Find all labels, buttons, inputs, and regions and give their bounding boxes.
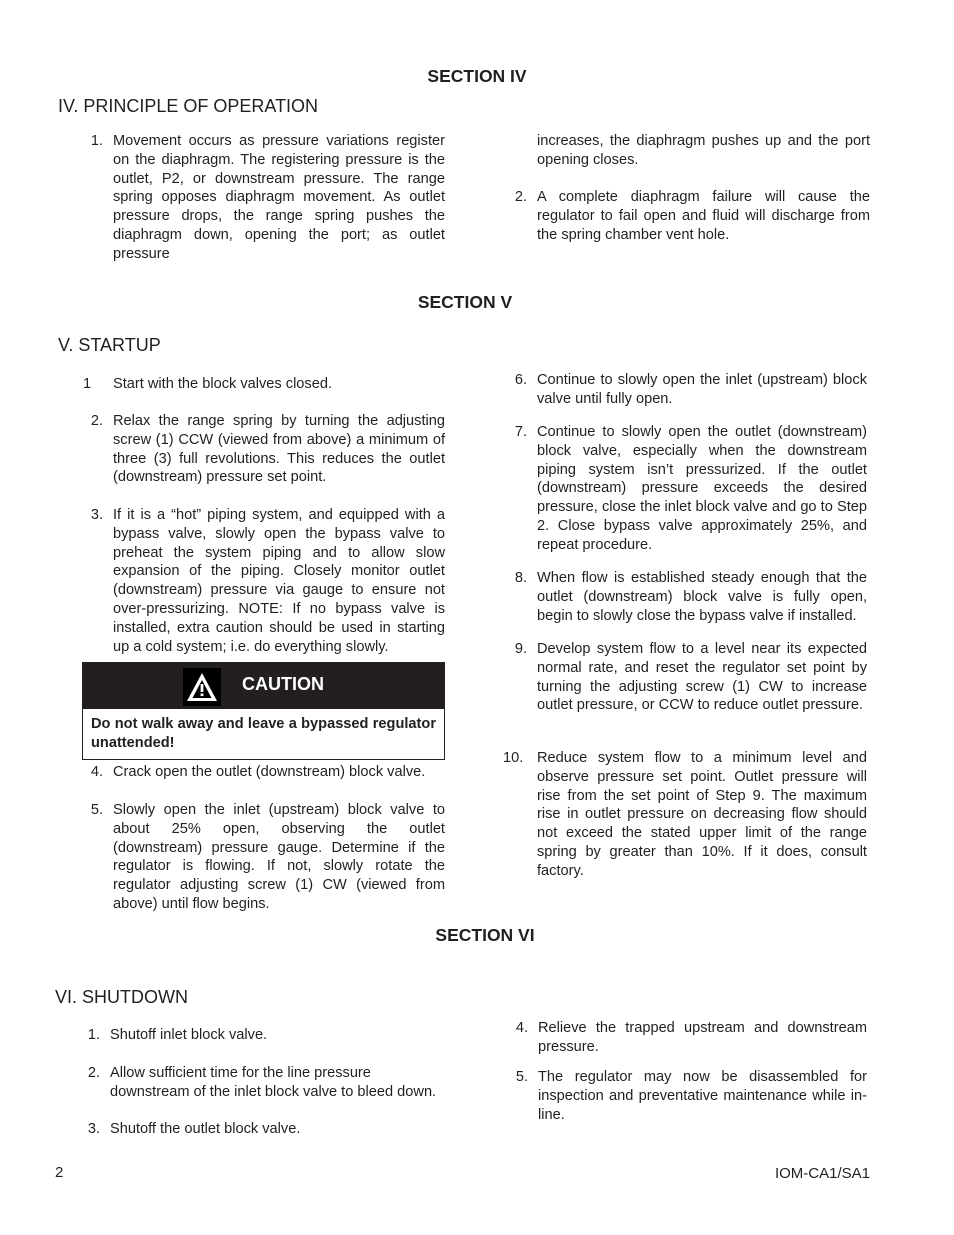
document-id: IOM-CA1/SA1 — [774, 1165, 870, 1182]
caution-header — [83, 663, 444, 709]
list-item-text: increases, the diaphragm pushes up and the port opening closes. — [537, 133, 870, 168]
list-item-text: Reduce system flow to a minimum level and observe pressure set point. Outlet pressure will rise from the set point of Step 9. The maximum rise in outlet pressure on decreasing flow should not exceed the stated upper limit of the range spring by greater than 10%. If it does, consult factory. — [537, 750, 867, 879]
list-item-text: Movement occurs as pressure variations register on the diaphragm. The registering pressure is the outlet, P2, or downstream pressure. The range spring opposes diaphragm movement. As outlet pressure drops, the range spring pushes the diaphragm down, opening the port; as outlet pressure — [113, 133, 445, 262]
list-item — [503, 749, 867, 879]
list-item — [507, 188, 870, 248]
list-item — [80, 1064, 442, 1104]
list-item-text: Continue to slowly open the inlet (upstream) block valve until fully open. — [537, 372, 867, 407]
list-item — [83, 375, 445, 395]
list-item-number: 8. — [514, 570, 527, 586]
list-item-text: When flow is established steady enough that the outlet (downstream) block valve is fully open, begin to slowly close the bypass valve if installed. — [537, 570, 867, 624]
list-item-text: Shutoff the outlet block valve. — [110, 1121, 301, 1137]
list-item-number: 1. — [90, 133, 103, 149]
list-item-number: 3. — [87, 1121, 100, 1137]
list-item-number: 3. — [90, 507, 103, 523]
list-item — [80, 1120, 442, 1140]
list-item-text: Shutoff inlet block valve. — [110, 1027, 268, 1043]
list-item-text: Allow sufficient time for the line pressure downstream of the inlet block valve to bleed down. — [110, 1065, 437, 1100]
list-item-text: Slowly open the inlet (upstream) block valve to about 25% open, observing the outlet (downstream) pressure gauge. Determine if the regulator is flowing. If not, slowly rotate the regulator adjusting screw (1) CW (viewed from above) until flow begins. — [113, 802, 445, 912]
list-item — [507, 569, 867, 629]
list-item-text: Start with the block valves closed. — [113, 376, 333, 392]
warning-triangle-icon — [183, 668, 221, 706]
list-item — [507, 132, 870, 172]
list-item-text: If it is a “hot” piping system, and equipped with a bypass valve, slowly open the bypass valve to preheat the system piping and to allow slow expansion of the piping. Closely monitor outlet (downstream) pressure via gauge to ensure not over-pressurizing. NOTE: If no bypass valve is installed, extra caution should be used in starting up a cold system; i.e. do everything slowly. — [113, 507, 445, 655]
list-item-text: Continue to slowly open the outlet (downstream) block valve, especially when the downstream piping system isn’t pressurized. If the outlet (downstream) pressure exceeds the desired pressure, close the inlet block valve and go to Step 2. Close bypass valve approximately 25%, and repeat procedure. — [537, 424, 867, 553]
caution-text: Do not walk away and leave a bypassed regulator unattended! — [91, 716, 436, 751]
list-item — [508, 1019, 867, 1059]
list-item-text: Crack open the outlet (downstream) block valve. — [113, 764, 426, 780]
list-item — [83, 132, 445, 262]
list-item — [507, 423, 867, 558]
caution-box — [82, 662, 445, 760]
list-item-number: 10. — [503, 750, 524, 766]
list-item-number: 5. — [515, 1069, 528, 1085]
list-item — [508, 1068, 867, 1128]
shutdown-heading: VI. SHUTDOWN — [55, 987, 188, 1007]
principle-of-operation-heading: IV. PRINCIPLE OF OPERATION — [58, 96, 319, 116]
section-v-title: SECTION V — [417, 292, 513, 312]
list-item — [80, 1026, 442, 1046]
list-item — [507, 640, 867, 737]
list-item — [83, 506, 445, 658]
list-item-number: 9. — [514, 641, 527, 657]
list-item-number: 1. — [87, 1027, 100, 1043]
list-item-number: 2. — [87, 1065, 100, 1081]
list-item-text: A complete diaphragm failure will cause the regulator to fail open and fluid will discharge from the spring chamber vent hole. — [537, 189, 870, 243]
section-vi-title: SECTION VI — [435, 925, 535, 945]
list-item-number: 5. — [90, 802, 103, 818]
list-item-text: Relieve the trapped upstream and downstream pressure. — [538, 1020, 867, 1055]
list-item-number: 2. — [514, 189, 527, 205]
list-item — [83, 412, 445, 492]
list-item-text: Develop system flow to a level near its expected normal rate, and reset the regulator set point by turning the adjusting screw (1) CW to increase outlet pressure, or CCW to reduce outlet pressure. — [537, 641, 867, 714]
caution-title: CAUTION — [242, 674, 324, 694]
page-number: 2 — [55, 1164, 64, 1181]
list-item — [83, 763, 445, 783]
list-item-text: The regulator may now be disassembled for inspection and preventative maintenance while in-line. — [538, 1069, 867, 1123]
startup-heading: V. STARTUP — [58, 335, 161, 355]
list-item-number: 4. — [515, 1020, 528, 1036]
list-item-text: Relax the range spring by turning the adjusting screw (1) CCW (viewed from above) a minimum of three (3) full revolutions. This reduces the outlet (downstream) pressure set point. — [113, 413, 445, 486]
list-item-number: 2. — [90, 413, 103, 429]
list-item — [83, 801, 445, 916]
list-item-number: 7. — [514, 424, 527, 440]
section-iv-title: SECTION IV — [427, 66, 527, 86]
list-item-number: 6. — [514, 372, 527, 388]
list-item-number: 1 — [83, 376, 92, 392]
list-item-number: 4. — [90, 764, 103, 780]
list-item — [507, 371, 867, 411]
